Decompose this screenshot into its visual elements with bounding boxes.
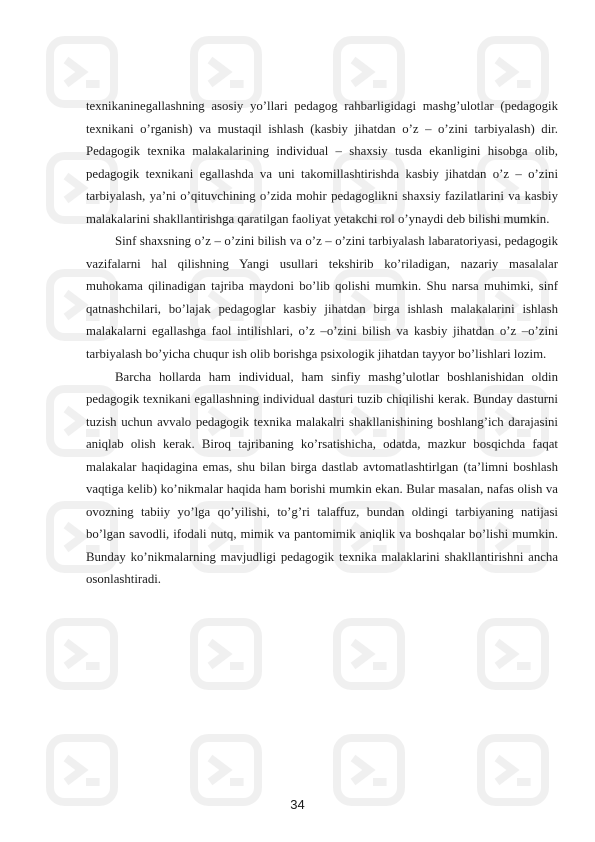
page-number: 34 — [290, 797, 305, 812]
doc-watermark-icon — [154, 595, 298, 711]
doc-watermark-icon — [441, 595, 585, 711]
paragraph-3: Barcha hollarda ham individual, ham sinfiy mashg’ulotlar boshlanishidan oldin pedagogik texnikani egallashning individual dasturi tuzib chiqilishi kerak. Bunday dasturni tuzish uchun avvalo pedagogik texnika malakalri shakllanishining boshlang’ich darajasini aniqlab olish kerak. Biroq tajribaning ko’rsatishicha, odatda, mazkur bosqichda faqat malakalar haqidagina emas, shu bilan birga dastlab avtomatlashtirlgan (ta’limni boshlash vaqtiga kelib) ko’nikmalar haqida ham borishi mumkin ekan. Bular masalan, nafas olish va ovozning tabiiy yo’lga qo’yilishi, to’g’ri talaffuz, bundan oldingi tarbiyaning natijasi bo’lgan savodli, ifodali nutq, mimik va pantomimik aniqlik va boshqalar bo’lishi mumkin. Bunday ko’nikmalarning mavjudligi pedagogik texnika malaklarini shakllantirishni ancha osonlashtiradi. — [86, 369, 558, 587]
document-body — [86, 95, 558, 591]
paragraph-1: texnikaninegallashning asosiy yo’llari pedagog rahbarligidagi mashg’ulotlar (pedagogik texnikani o’rganish) va mustaqil ishlash (kasbiy jihatdan o’z – o’zini tarbiyalash) dir. Pedagogik texnika malakalarining individual – shaxsiy tusda ekanligini hisobga olib, pedagogik texnikani egallashda va uni takomillashtirishda kasbiy jihatdan o’z – o’zini tarbiyalash, ya’ni o’qituvchining o’zida mohir pedagoglikni shaxsiy fazilatlarini va kasbiy malakalarini shakllantirishga qaratilgan faoliyat yetakchi rol o’ynaydi deb bilishi mumkin. — [86, 99, 558, 226]
doc-watermark-icon — [298, 595, 442, 711]
doc-watermark-icon — [10, 595, 154, 711]
paragraph-2: Sinf shaxsning o’z – o’zini bilish va o’z – o’zini tarbiyalash labaratoriyasi, pedagogik vazifalarni hal qilishning Yangi usullari tekshirib ko’riladigan, nazariy masalalar muhokama qilinadigan tajriba maydoni bo’lib qolishi mumkin. Shu narsa muhimki, sinf qatnashchilari, bo’lajak pedagoglar kasbiy jihatdan birga ishlash malakalarini ishlash malakalarni egallashga faol intilishlari, o’z –o’zini bilish va kasbiy jihatdan o’z –o’zini tarbiyalash bo’yicha chuqur ish olib borishga psixologik jihatdan tayyor bo’lishlari lozim. — [86, 234, 558, 362]
